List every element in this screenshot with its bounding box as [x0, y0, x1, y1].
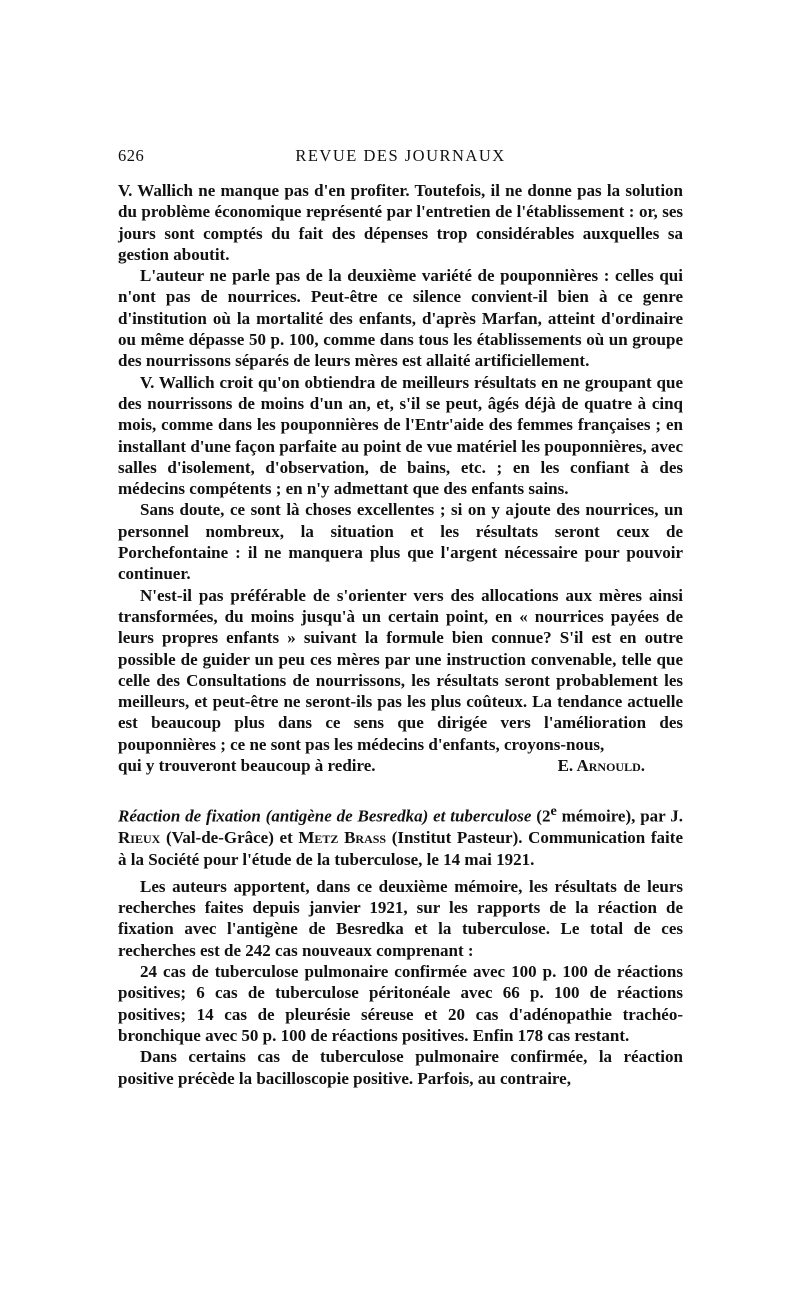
article1-paragraph: L'auteur ne parle pas de la deuxième variété de pouponnières : celles qui n'ont pas de nourrices. Peut-être ce silence convient-il bien à ce genre d'institution où la mortalité des enfants, d'après Marfan, atteint d'ordinaire ou même dépasse 50 p. 100, comme dans tous les établissements où un groupe des nourrissons séparés de leurs mères est allaité artificiellement. — [118, 266, 683, 371]
article1-paragraph: V. Wallich ne manque pas d'en profiter. Toutefois, il ne donne pas la solution du problème économique représenté par l'entretien de l'établissement : or, ses jours sont comptés du fait des dépenses trop considérables auxquelles sa gestion aboutit. — [118, 181, 683, 264]
article2-paragraph: 24 cas de tuberculose pulmonaire confirmée avec 100 p. 100 de réactions positives; 6 cas de tuberculose péritonéale avec 66 p. 100 de réactions positives; 14 cas de pleurésie séreuse et 20 cas d'adénopathie trachéo-bronchique avec 50 p. 100 de réactions positives. Enfin 178 cas restant. — [118, 962, 683, 1045]
article2-title: Réaction de fixation (antigène de Besredka) et tuberculose — [118, 806, 532, 826]
article2-author1: Rieux — [118, 828, 161, 848]
article2-paragraph: Dans certains cas de tuberculose pulmonaire confirmée, la réaction positive précède la bacilloscopie positive. Parfois, au contraire, — [118, 1047, 683, 1088]
article2-author2-affiliation: (Institut Pasteur). Communication faite à la Société pour l'étude de la tuberculose, le 14 mai 1921. — [118, 828, 683, 869]
article1-paragraph: V. Wallich croit qu'on obtiendra de meilleurs résultats en ne groupant que des nourrissons de moins d'un an, et, s'il se peut, âgés déjà de quatre à cinq mois, comme dans les pouponnières de l'Entr'aide des femmes françaises ; en installant d'une façon parfaite au point de vue matériel les pouponnières, avec salles d'isolement, d'observation, de bains, etc. ; en les confiant à des médecins compétents ; en n'y admettant que des enfants sains. — [118, 372, 683, 499]
article2-author1-affiliation: (Val-de-Grâce) et — [160, 828, 299, 848]
page-number: 626 — [118, 146, 145, 165]
article-separator — [118, 776, 683, 801]
article1-signature: E. Arnould. — [557, 756, 645, 776]
article2-title-rest-b: mémoire), par J. — [556, 806, 683, 826]
article2-title-rest-a: (2 — [531, 806, 551, 826]
article2-heading — [118, 801, 683, 870]
article1-paragraph: N'est-il pas préférable de s'orienter vers des allocations aux mères ainsi transformées, du moins jusqu'à un certain point, en « nourrices payées de leurs propres enfants » suivant la formule bien connue? S'il est en outre possible de guider un peu ces mères par une instruction convenable, telle que celle des Consultations de nourrissons, les résultats seront probablement les meilleurs, et peut-être ne seront-ils pas les plus coûteux. La tendance actuelle est beaucoup plus dans ce sens que dirigée vers l'amélioration des pouponnières ; ce ne sont pas les médecins d'enfants, croyons-nous, — [118, 585, 683, 754]
article2-title-sup: e — [550, 803, 557, 820]
article1-paragraph: Sans doute, ce sont là choses excellentes ; si on y ajoute des nourrices, un personnel nombreux, la situation et les résultats seront ceux de Porchefontaine : il ne manquera plus que l'argent nécessaire pour pouvoir continuer. — [118, 500, 683, 584]
article1-closing-line — [118, 755, 683, 776]
article2-author2: Metz Brass — [298, 828, 387, 848]
article1-closing-text: qui y trouveront beaucoup à redire. — [118, 756, 376, 776]
article2-paragraph: Les auteurs apportent, dans ce deuxième mémoire, les résultats de leurs recherches faites depuis janvier 1921, sur les rapports de la réaction de fixation avec l'antigène de Besredka et la tuberculose. Le total de ces recherches est de 242 cas nouveaux comprenant : — [118, 876, 683, 960]
page-body — [118, 180, 683, 1089]
running-head: REVUE DES JOURNAUX — [295, 146, 506, 165]
